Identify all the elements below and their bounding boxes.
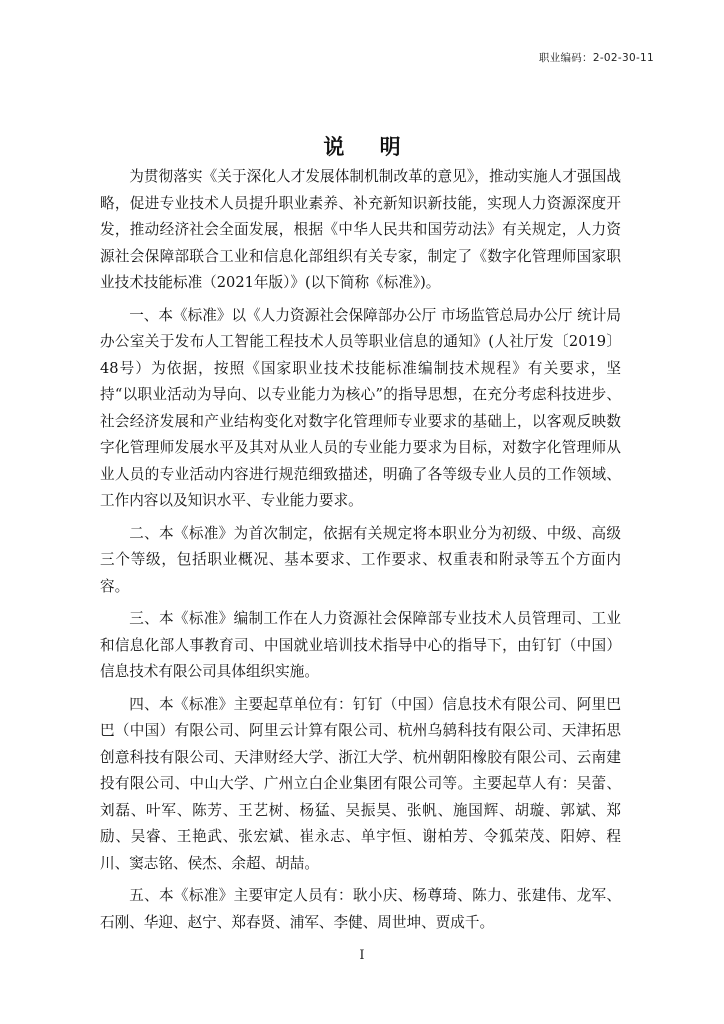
paragraph-3: 三、本《标准》编制工作在人力资源社会保障部专业技术人员管理司、工业和信息化部人事教育司、中国就业培训技术指导中心的指导下，由钉钉（中国）信息技术有限公司具体组织实施。	[100, 610, 621, 680]
occupation-code: 职业编码：2-02-30-11	[538, 52, 654, 64]
paragraph-intro: 为贯彻落实《关于深化人才发展体制机制改革的意见》，推动实施人才强国战略，促进专业技术人员提升职业素养、补充新知识新技能，实现人力资源深度开发，推动经济社会全面发展，根据《中华人民共和国劳动法》有关规定，人力资源社会保障部联合工业和信息化部组织有关专家，制定了《数字化管理师国家职业技术技能标准（2021年版）》(以下简称《标准》)。	[100, 168, 621, 291]
document-body	[100, 164, 621, 942]
page-number: I	[359, 948, 365, 963]
paragraph-5: 五、本《标准》主要审定人员有：耿小庆、杨尊琦、陈力、张建伟、龙军、石刚、华迎、赵宁、郑春贤、浦军、李健、周世坤、贾成千。	[100, 887, 621, 931]
paragraph-4: 四、本《标准》主要起草单位有：钉钉（中国）信息技术有限公司、阿里巴巴（中国）有限公司、阿里云计算有限公司、杭州乌鸫科技有限公司、天津拓思创意科技有限公司、天津财经大学、浙江大学、杭州朝阳橡胶有限公司、云南建投有限公司、中山大学、广州立白企业集团有限公司等。主要起草人有：吴蕾、刘磊、叶军、陈芳、王艺树、杨猛、吴振昊、张帆、施国辉、胡璇、郭斌、郑励、吴睿、王艳武、张宏斌、崔永志、单宇恒、谢柏芳、令狐荣茂、阳婷、程川、窦志铭、侯杰、余超、胡喆。	[100, 695, 621, 872]
paragraph-1: 一、本《标准》以《人力资源社会保障部办公厅 市场监管总局办公厅 统计局办公室关于发布人工智能工程技术人员等职业信息的通知》(人社厅发〔2019〕48号）为依据，按照《国家职业技术技能标准编制技术规程》有关要求，坚持“以职业活动为导向、以专业能力为核心”的指导思想，在充分考虑科技进步、社会经济发展和产业结构变化对数字化管理师专业要求的基础上，以客观反映数字化管理师发展水平及其对从业人员的专业能力要求为目标，对数字化管理师从业人员的专业活动内容进行规范细致描述，明确了各等级专业人员的工作领域、工作内容以及知识水平、专业能力要求。	[100, 306, 621, 509]
page-title: 说 明	[323, 134, 415, 159]
paragraph-2: 二、本《标准》为首次制定，依据有关规定将本职业分为初级、中级、高级三个等级，包括职业概况、基本要求、工作要求、权重表和附录等五个方面内容。	[100, 524, 621, 595]
